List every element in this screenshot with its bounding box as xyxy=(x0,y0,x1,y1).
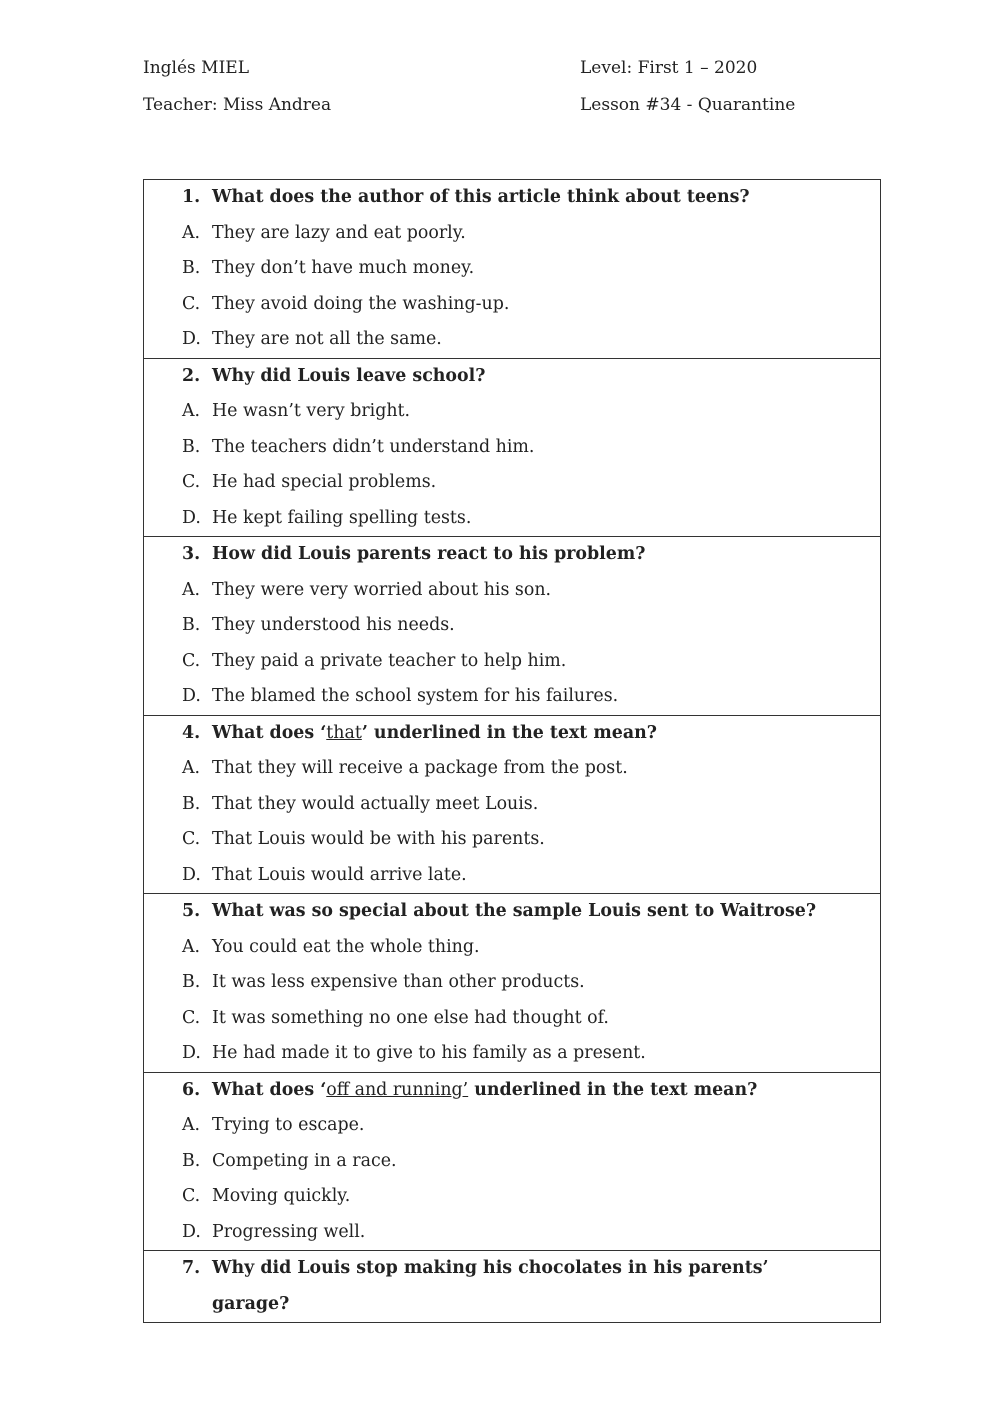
option-text: He wasn’t very bright. xyxy=(212,401,411,421)
option-text: Competing in a race. xyxy=(212,1150,397,1171)
question-text xyxy=(212,1073,880,1109)
option-text: He kept failing spelling tests. xyxy=(212,507,472,528)
question-text-pre: What does ‘ xyxy=(212,1079,327,1100)
question-2 xyxy=(144,358,880,537)
option-letter: C. xyxy=(182,472,201,492)
question-number: 6. xyxy=(182,1079,201,1100)
option-letter: B. xyxy=(182,972,201,992)
question-text-line-2: garage? xyxy=(212,1293,290,1314)
question-4-stem xyxy=(144,716,880,752)
option-b xyxy=(144,965,880,1001)
option-d xyxy=(144,322,880,358)
question-number: 4. xyxy=(182,722,201,743)
question-5-stem xyxy=(144,894,880,930)
option-letter: A. xyxy=(182,936,201,957)
option-letter: D. xyxy=(182,1043,201,1063)
question-number: 3. xyxy=(182,544,201,564)
option-a xyxy=(144,394,880,430)
option-text: That they would actually meet Louis. xyxy=(212,793,539,814)
option-a xyxy=(144,1108,880,1144)
option-b xyxy=(144,1144,880,1180)
question-number: 5. xyxy=(182,901,201,921)
option-letter: D. xyxy=(182,686,201,706)
option-text: They were very worried about his son. xyxy=(212,579,552,600)
option-letter: B. xyxy=(182,436,201,457)
option-letter: C. xyxy=(182,650,201,671)
option-letter: B. xyxy=(182,793,201,814)
option-text: They avoid doing the washing-up. xyxy=(212,293,510,314)
teacher-name: Teacher: Miss Andrea xyxy=(143,95,332,115)
underlined-phrase: off and running’ xyxy=(326,1079,469,1100)
option-c xyxy=(144,822,880,858)
question-text-post: underlined in the text mean? xyxy=(468,1079,758,1100)
question-4 xyxy=(144,715,880,894)
option-a xyxy=(144,216,880,252)
option-text: It was something no one else had thought of. xyxy=(212,1007,609,1028)
question-3-stem xyxy=(144,537,880,573)
question-text: What was so special about the sample Louis sent to Waitrose? xyxy=(212,901,817,921)
option-letter: C. xyxy=(182,1007,201,1028)
option-letter: C. xyxy=(182,1186,201,1206)
option-text: That they will receive a package from the post. xyxy=(212,758,628,778)
option-text: He had special problems. xyxy=(212,472,437,492)
option-c xyxy=(144,644,880,680)
option-text: That Louis would arrive late. xyxy=(212,864,467,885)
question-number: 2. xyxy=(182,365,201,386)
question-number: 1. xyxy=(182,187,201,207)
question-6-stem xyxy=(144,1073,880,1109)
option-b xyxy=(144,251,880,287)
question-text-line-1: Why did Louis stop making his chocolates in his parents’ xyxy=(212,1258,769,1278)
option-letter: A. xyxy=(182,222,201,243)
question-text-post: ’ underlined in the text mean? xyxy=(361,722,657,743)
option-letter: A. xyxy=(182,401,201,421)
option-d xyxy=(144,1215,880,1251)
option-text: They are lazy and eat poorly. xyxy=(212,222,466,243)
option-text: He had made it to give to his family as a present. xyxy=(212,1043,646,1063)
question-text: What does the author of this article think about teens? xyxy=(212,187,750,207)
option-a xyxy=(144,930,880,966)
option-c xyxy=(144,1001,880,1037)
question-6 xyxy=(144,1072,880,1251)
option-b xyxy=(144,430,880,466)
course-name: Inglés MIEL xyxy=(143,58,249,78)
question-number: 7. xyxy=(182,1258,201,1278)
question-text: How did Louis parents react to his problem? xyxy=(212,544,646,564)
option-text: Trying to escape. xyxy=(212,1115,365,1135)
option-letter: C. xyxy=(182,293,201,314)
option-letter: A. xyxy=(182,1115,201,1135)
option-a xyxy=(144,751,880,787)
question-text-pre: What does ‘ xyxy=(212,722,327,743)
underlined-phrase: that xyxy=(326,722,362,743)
header-row-2 xyxy=(143,95,863,132)
header-row-1 xyxy=(143,58,863,95)
option-letter: B. xyxy=(182,615,201,635)
question-text: Why did Louis leave school? xyxy=(212,365,486,386)
level-info: Level: First 1 – 2020 xyxy=(580,58,758,78)
option-d xyxy=(144,1036,880,1072)
option-c xyxy=(144,287,880,323)
quiz-table xyxy=(143,179,881,1323)
option-text: Progressing well. xyxy=(212,1221,366,1242)
option-letter: A. xyxy=(182,579,201,600)
option-letter: D. xyxy=(182,1221,201,1242)
option-d xyxy=(144,858,880,894)
option-letter: D. xyxy=(182,329,201,349)
option-d xyxy=(144,679,880,715)
option-text: It was less expensive than other products. xyxy=(212,972,585,992)
question-1 xyxy=(144,180,880,358)
question-3 xyxy=(144,536,880,715)
option-c xyxy=(144,1179,880,1215)
option-letter: D. xyxy=(182,864,201,885)
option-text: Moving quickly. xyxy=(212,1186,351,1206)
question-1-stem xyxy=(144,180,880,216)
option-d xyxy=(144,501,880,537)
option-b xyxy=(144,787,880,823)
option-text: They are not all the same. xyxy=(212,329,442,349)
lesson-info: Lesson #34 - Quarantine xyxy=(580,95,796,115)
option-b xyxy=(144,608,880,644)
option-letter: B. xyxy=(182,1150,201,1171)
option-text: That Louis would be with his parents. xyxy=(212,829,545,849)
question-text xyxy=(212,716,880,752)
option-c xyxy=(144,465,880,501)
option-text: The teachers didn’t understand him. xyxy=(212,436,535,457)
option-text: They paid a private teacher to help him. xyxy=(212,650,567,671)
option-text: You could eat the whole thing. xyxy=(212,936,480,957)
question-5 xyxy=(144,893,880,1072)
option-text: They don’t have much money. xyxy=(212,258,475,278)
question-7-stem-continued xyxy=(144,1287,880,1323)
option-letter: D. xyxy=(182,507,201,528)
document-header xyxy=(143,58,863,132)
question-2-stem xyxy=(144,359,880,395)
question-7 xyxy=(144,1250,880,1322)
option-letter: B. xyxy=(182,258,201,278)
option-text: They understood his needs. xyxy=(212,615,455,635)
option-letter: C. xyxy=(182,829,201,849)
option-letter: A. xyxy=(182,758,201,778)
option-a xyxy=(144,573,880,609)
question-7-stem xyxy=(144,1251,880,1287)
option-text: The blamed the school system for his failures. xyxy=(212,686,619,706)
